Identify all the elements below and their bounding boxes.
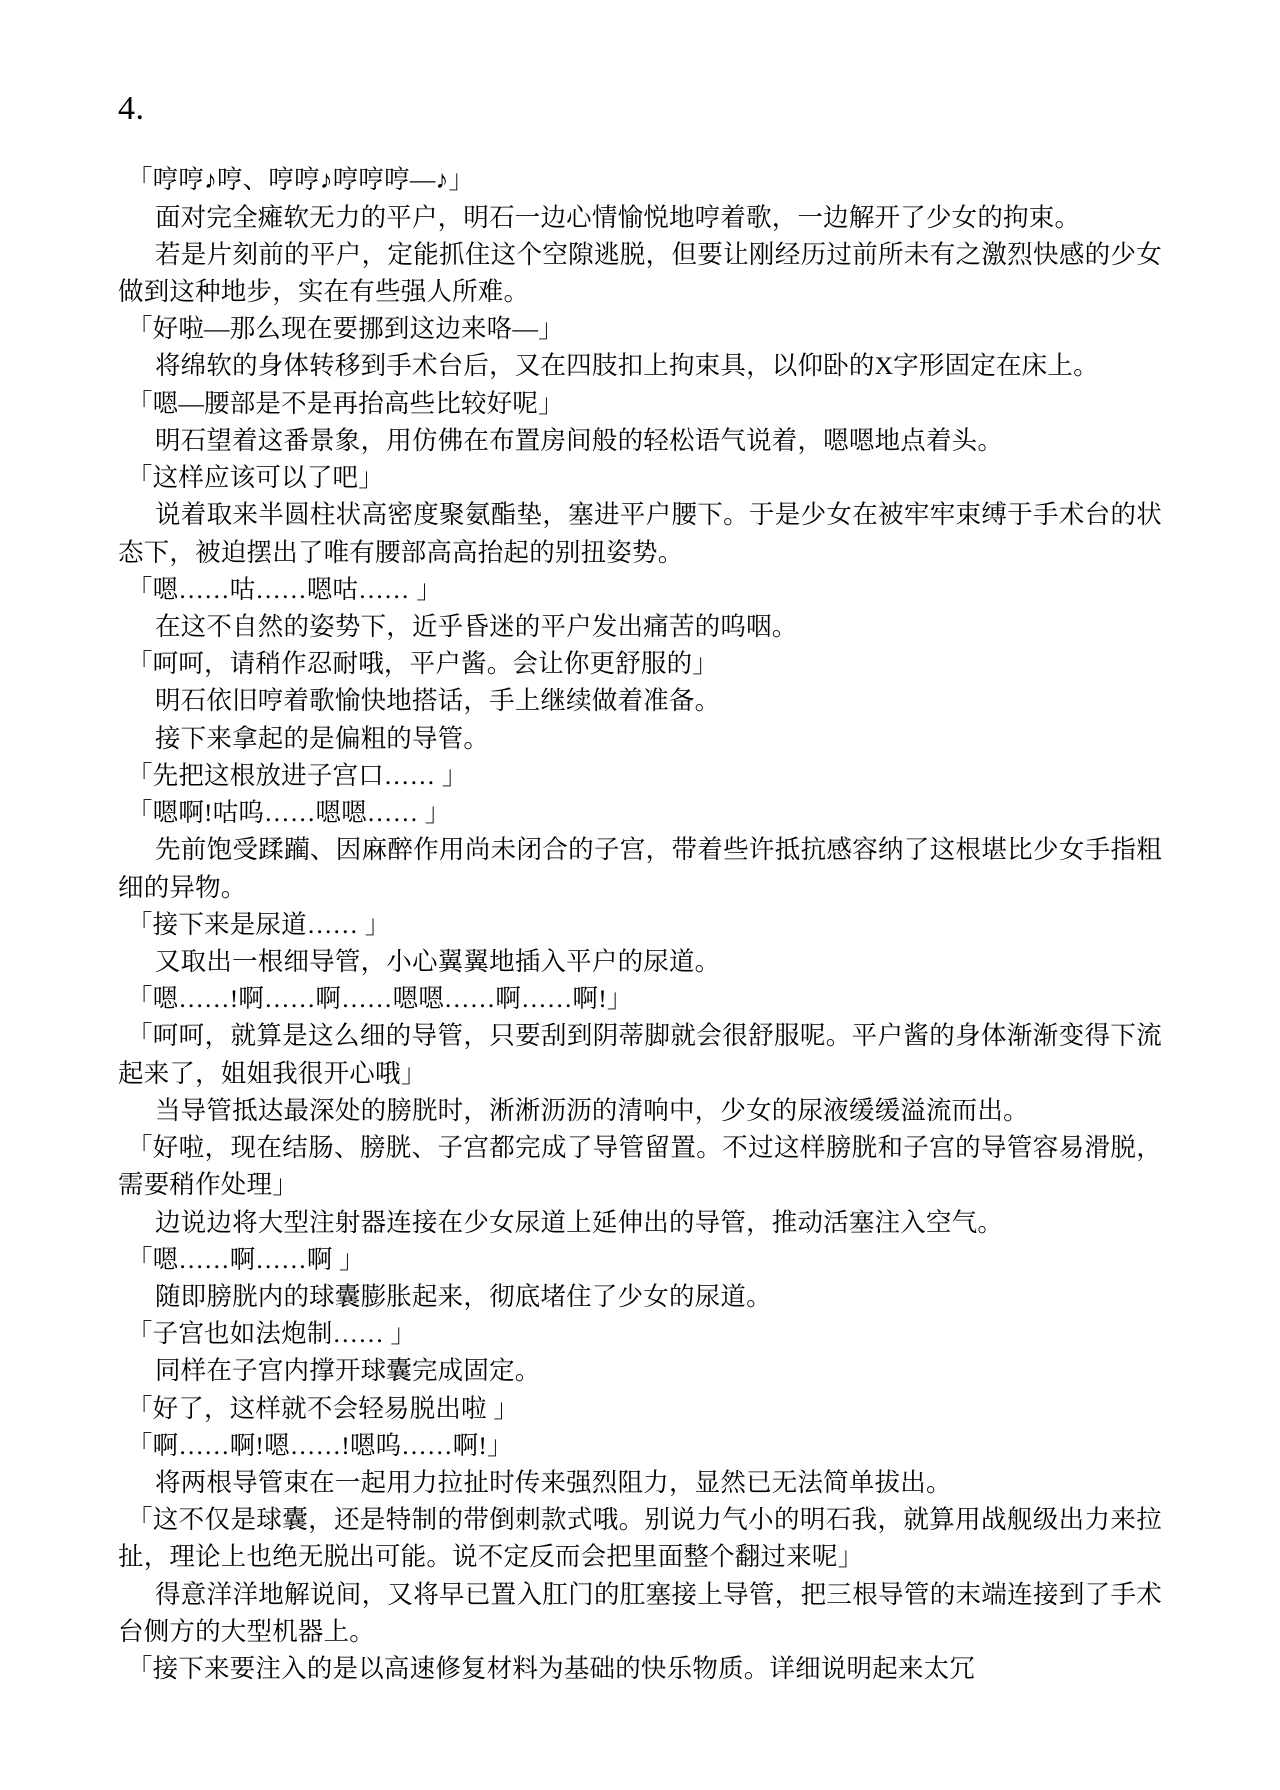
paragraph: 接下来拿起的是偏粗的导管。 [154, 723, 490, 753]
paragraph: 「嗯……咕……嗯咕…… 」 [126, 574, 442, 604]
paragraph: 将两根导管束在一起用力拉扯时传来强烈阻力，显然已无法简单拔出。 [154, 1468, 952, 1498]
paragraph: 先前饱受蹂躏、因麻醉作用尚未闭合的子宫，带着些许抵抗感容纳了这根堪比少女手指粗细的异物。 [118, 835, 1162, 902]
paragraph: 明石望着这番景象，用仿佛在布置房间般的轻松语气说着，嗯嗯地点着头。 [154, 425, 1004, 455]
paragraph: 「好啦—那么现在要挪到这边来咯—」 [126, 314, 564, 344]
paragraph: 「呵呵，请稍作忍耐哦，平户酱。会让你更舒服的」 [126, 649, 719, 679]
paragraph: 当导管抵达最深处的膀胱时，淅淅沥沥的清响中，少女的尿液缓缓溢流而出。 [154, 1095, 1029, 1125]
paragraph: 「嗯……!啊……啊……嗯嗯……啊……啊!」 [126, 984, 633, 1014]
paragraph: 若是片刻前的平户，定能抓住这个空隙逃脱，但要让刚经历过前所未有之激烈快感的少女做到这种地步，实在有些强人所难。 [118, 239, 1162, 307]
paragraph: 「先把这根放进子宫口…… 」 [126, 760, 468, 790]
paragraph: 在这不自然的姿势下，近乎昏迷的平户发出痛苦的呜咽。 [154, 612, 798, 642]
paragraph: 「接下来要注入的是以高速修复材料为基础的快乐物质。详细说明起来太冗 [126, 1654, 976, 1684]
page-content [118, 90, 1162, 1687]
paragraph: 得意洋洋地解说间，又将早已置入肛门的肛塞接上导管，把三根导管的末端连接到了手术台侧方的大型机器上。 [118, 1579, 1162, 1646]
paragraph: 同样在子宫内撑开球囊完成固定。 [154, 1356, 541, 1386]
paragraph: 「接下来是尿道…… 」 [126, 909, 391, 939]
paragraph: 「呵呵，就算是这么细的导管，只要刮到阴蒂脚就会很舒服呢。平户酱的身体渐渐变得下流起来了，姐姐我很开心哦」 [118, 1021, 1162, 1088]
paragraph: 「子宫也如法炮制…… 」 [126, 1319, 417, 1349]
paragraph: 「这样应该可以了吧」 [126, 463, 384, 493]
paragraph: 「哼哼♪哼、哼哼♪哼哼哼—♪」 [126, 165, 475, 195]
paragraph: 「啊……啊!嗯……!嗯呜……啊!」 [126, 1430, 513, 1460]
paragraph: 「嗯—腰部是不是再抬高些比较好呢」 [126, 388, 564, 418]
paragraph: 边说边将大型注射器连接在少女尿道上延伸出的导管，推动活塞注入空气。 [154, 1207, 1004, 1237]
body-text [118, 161, 1162, 1687]
paragraph: 「嗯……啊……啊 」 [126, 1244, 365, 1274]
paragraph: 随即膀胱内的球囊膨胀起来，彻底堵住了少女的尿道。 [154, 1281, 772, 1311]
paragraph: 「这不仅是球囊，还是特制的带倒刺款式哦。别说力气小的明石我，就算用战舰级出力来拉扯，理论上也绝无脱出可能。说不定反而会把里面整个翻过来呢」 [118, 1505, 1162, 1572]
paragraph: 「好了，这样就不会轻易脱出啦 」 [126, 1393, 519, 1423]
paragraph: 「好啦，现在结肠、膀胱、子宫都完成了导管留置。不过这样膀胱和子宫的导管容易滑脱，需要稍作处理」 [118, 1133, 1162, 1200]
paragraph: 将绵软的身体转移到手术台后，又在四肢扣上拘束具，以仰卧的X字形固定在床上。 [154, 351, 1099, 381]
paragraph: 面对完全瘫软无力的平户，明石一边心情愉悦地哼着歌，一边解开了少女的拘束。 [154, 202, 1081, 232]
paragraph: 又取出一根细导管，小心翼翼地插入平户的尿道。 [154, 946, 721, 976]
paragraph: 说着取来半圆柱状高密度聚氨酯垫，塞进平户腰下。于是少女在被牢牢束缚于手术台的状态下，被迫摆出了唯有腰部高高抬起的别扭姿势。 [118, 500, 1162, 567]
section-number: 4. [118, 90, 145, 127]
paragraph: 明石依旧哼着歌愉快地搭话，手上继续做着准备。 [154, 686, 721, 716]
paragraph: 「嗯啊!咕呜……嗯嗯…… 」 [126, 798, 451, 828]
